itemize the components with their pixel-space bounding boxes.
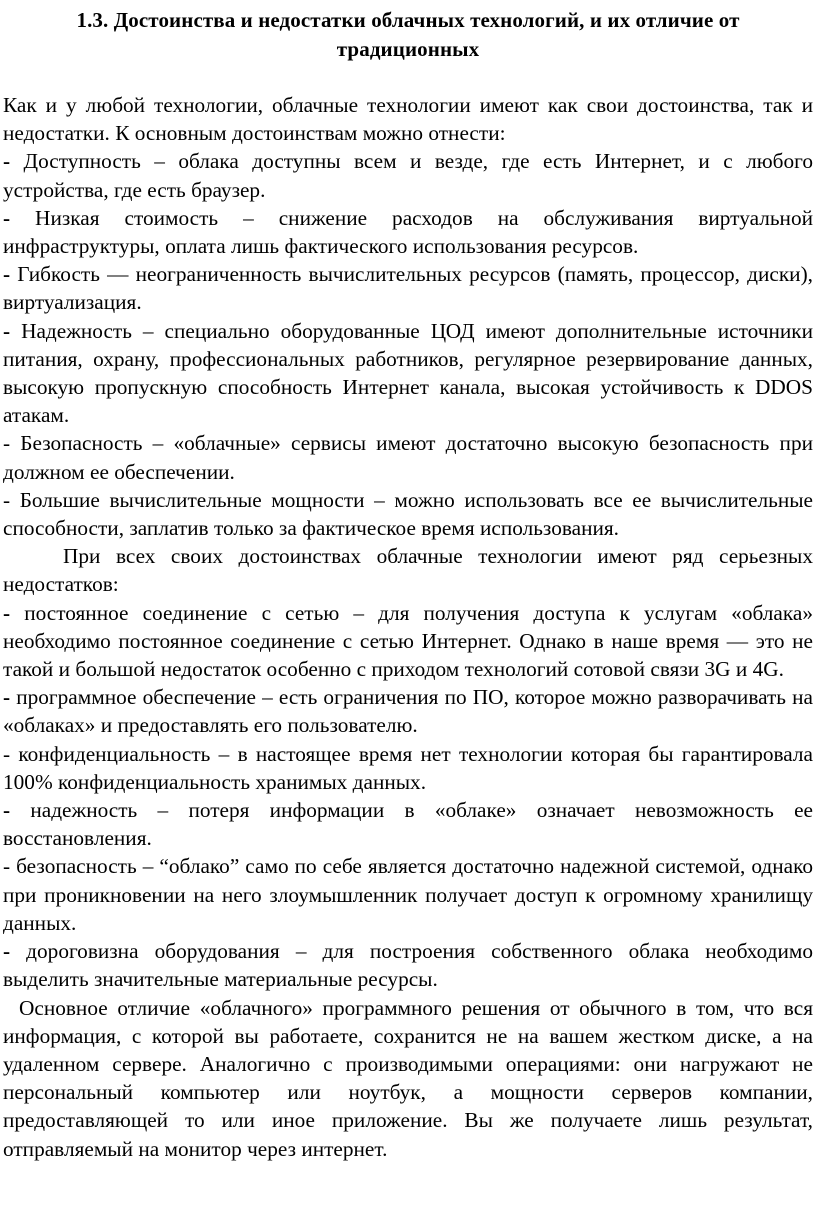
- list-dash: -: [3, 685, 11, 710]
- advantage-item-low-cost: [3, 204, 813, 260]
- list-item-text: Гибкость — неограниченность вычислительных ресурсов (память, процессор, диски), виртуализация.: [3, 262, 813, 315]
- disadvantage-item-confidentiality: [3, 740, 813, 796]
- list-item-text: Доступность – облака доступны всем и везде, где есть Интернет, и с любого устройства, где есть браузер.: [3, 149, 813, 202]
- advantage-item-reliability: [3, 317, 813, 430]
- advantage-item-availability: [3, 147, 813, 203]
- document-page: [3, 6, 813, 1163]
- advantages-list: [3, 147, 813, 542]
- disadvantage-item-equipment-cost: [3, 937, 813, 993]
- list-dash: -: [3, 939, 11, 964]
- list-item-text: постоянное соединение с сетью – для получения доступа к услугам «облака» необходимо постоянное соединение с сетью Интернет. Однако в наше время — это не такой и большой недостаток особенно с приходом технологий сотовой связи 3G и 4G.: [3, 600, 813, 682]
- disadvantages-intro-paragraph: При всех своих достоинствах облачные технологии имеют ряд серьезных недостатков:: [3, 544, 813, 597]
- list-dash: -: [3, 318, 11, 343]
- list-item-text: конфиденциальность – в настоящее время нет технологии которая бы гарантировала 100% конфиденциальность хранимых данных.: [3, 741, 813, 794]
- list-item-text: Надежность – специально оборудованные ЦОД имеют дополнительные источники питания, охрану, профессиональных работников, регулярное резервирование данных, высокую пропускную способность Интернет канала, высокая устойчивость к DDOS атакам.: [3, 318, 813, 428]
- list-dash: -: [3, 149, 11, 174]
- list-item-text: безопасность – “облако” само по себе является достаточно надежной системой, однако при проникновении на него злоумышленник получает доступ к огромному хранилищу данных.: [3, 854, 813, 935]
- list-dash: -: [3, 205, 11, 230]
- advantage-item-computing-power: [3, 486, 813, 542]
- list-dash: -: [3, 854, 11, 879]
- list-dash: -: [3, 262, 11, 287]
- disadvantage-item-reliability: [3, 796, 813, 852]
- disadvantage-item-security: [3, 852, 813, 937]
- document-body: [3, 91, 813, 1163]
- disadvantages-list: [3, 599, 813, 994]
- advantage-item-security: [3, 429, 813, 485]
- list-dash: -: [3, 741, 11, 766]
- list-item-text: Большие вычислительные мощности – можно использовать все ее вычислительные способности, заплатив только за фактическое время использования.: [3, 487, 813, 541]
- list-dash: -: [3, 798, 11, 823]
- list-item-text: надежность – потеря информации в «облаке» означает невозможность ее восстановления.: [3, 798, 813, 851]
- list-item-text: дороговизна оборудования – для построения собственного облака необходимо выделить значительные материальные ресурсы.: [3, 939, 813, 992]
- list-dash: -: [3, 600, 11, 625]
- list-item-text: Безопасность – «облачные» сервисы имеют достаточно высокую безопасность при должном ее обеспечении.: [3, 431, 813, 484]
- list-item-text: программное обеспечение – есть ограничения по ПО, которое можно разворачивать на «облаках» и предоставлять его пользователю.: [3, 685, 813, 738]
- section-title: 1.3. Достоинства и недостатки облачных технологий, и их отличие от традиционных: [76, 8, 740, 61]
- disadvantage-item-software: [3, 683, 813, 739]
- list-dash: -: [3, 487, 11, 512]
- disadvantage-item-connection: [3, 599, 813, 684]
- list-item-text: Низкая стоимость – снижение расходов на обслуживания виртуальной инфраструктуры, оплата лишь фактического использования ресурсов.: [3, 205, 813, 259]
- intro-paragraph: Как и у любой технологии, облачные технологии имеют как свои достоинства, так и недостатки. К основным достоинствам можно отнести:: [3, 93, 813, 146]
- list-dash: -: [3, 431, 11, 456]
- advantage-item-flexibility: [3, 260, 813, 316]
- closing-paragraph: Основное отличие «облачного» программного решения от обычного в том, что вся информация, с которой вы работаете, сохранится не на вашем жестком диске, а на удаленном сервере. Аналогично с производимыми операциями: они нагружают не персональный компьютер или ноутбук, а мощности серверов компании, предоставляющей то или иное приложение. Вы же получаете лишь результат, отправляемый на монитор через интернет.: [3, 995, 813, 1161]
